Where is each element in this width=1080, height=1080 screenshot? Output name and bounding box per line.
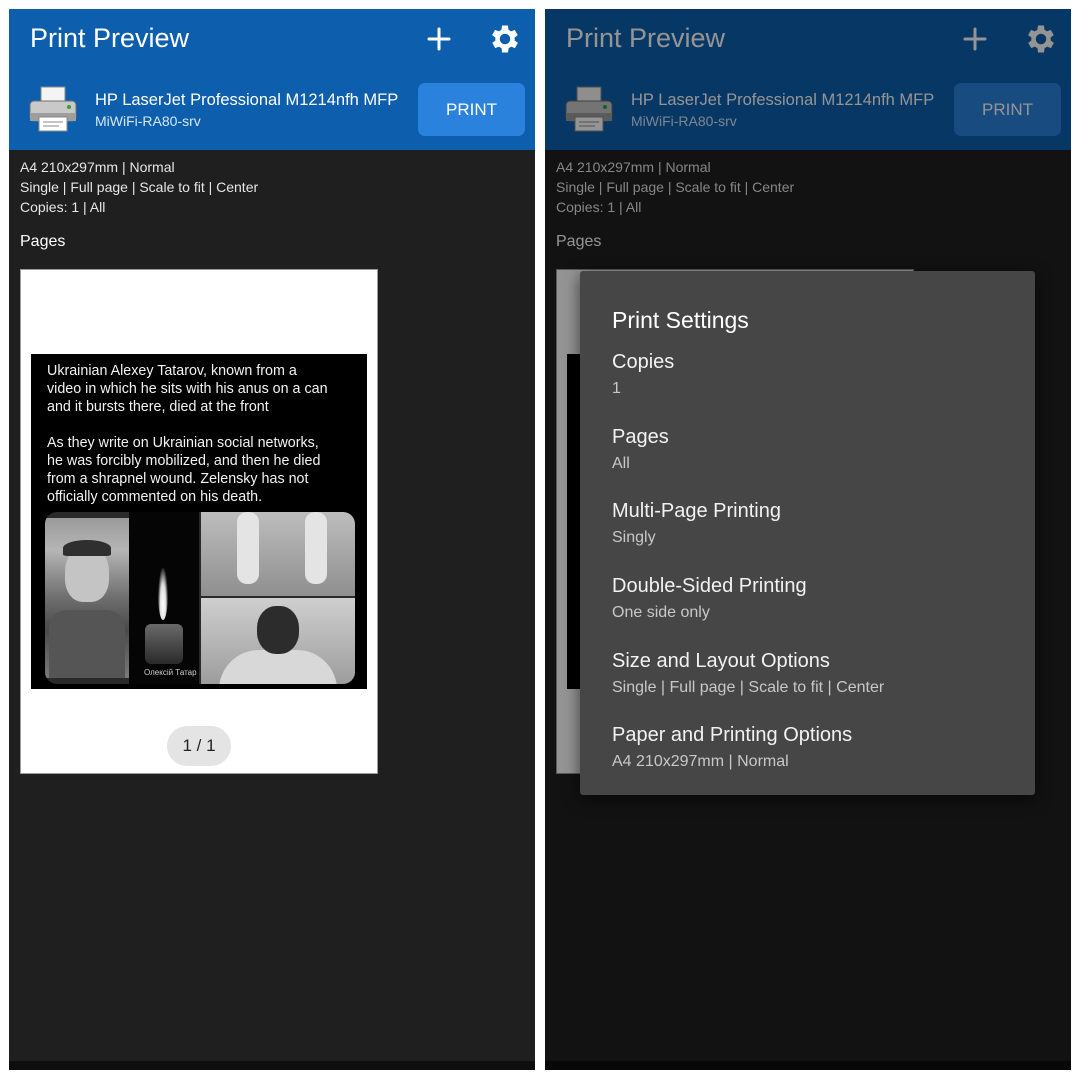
page-title: Print Preview [30,23,190,53]
post-text-line: As they write on Ukrainian social networks, [47,435,319,451]
candle-photo [129,512,199,684]
print-settings-dialog [580,271,1035,795]
photo-collage [45,512,355,684]
printer-name[interactable]: HP LaserJet Professional M1214nfh MFP [95,91,399,109]
page-counter: 1 / 1 [167,726,231,766]
printer-name[interactable]: HP LaserJet Professional M1214nfh MFP [631,91,935,109]
post-text-line: video in which he sits with his anus on a can [47,381,328,397]
photo-caption: Олексій Татар [144,668,197,677]
post-text-line: from a shrapnel wound. Zelensky has not [47,471,309,487]
post-text-line: he was forcibly mobilized, and then he died [47,453,321,469]
option-value: Single | Full page | Scale to fit | Center [612,679,885,696]
page-title: Print Preview [566,23,726,53]
option-label: Double-Sided Printing [612,575,807,597]
portrait-photo [45,518,129,678]
summary-paper: A4 210x297mm | Normal [20,159,175,175]
option-value: Singly [612,529,656,546]
plus-icon[interactable] [423,23,455,55]
navigation-bar [9,1061,535,1070]
post-text-line: officially commented on his death. [47,489,263,505]
print-settings-screen [545,9,1071,1070]
option-label: Pages [612,426,669,448]
summary-layout: Single | Full page | Scale to fit | Center [556,179,795,195]
post-text-line: and it bursts there, died at the front [47,399,269,415]
option-pages[interactable] [612,424,1012,475]
print-button[interactable]: PRINT [954,83,1061,136]
legs-photo [201,512,355,596]
option-label: Copies [612,351,675,373]
printer-icon [27,83,79,135]
option-value: A4 210x297mm | Normal [612,753,789,770]
summary-layout: Single | Full page | Scale to fit | Center [20,179,259,195]
printer-network: MiWiFi-RA80-srv [631,113,737,129]
option-label: Paper and Printing Options [612,724,853,746]
print-button[interactable]: PRINT [418,83,525,136]
gear-icon[interactable] [487,21,523,57]
post-text-line: Ukrainian Alexey Tatarov, known from a [47,363,297,379]
shirtless-photo [201,598,355,684]
pages-label: Pages [20,233,66,250]
page-preview[interactable] [20,269,378,774]
option-paper-and-printing[interactable] [612,722,1012,773]
option-double-sided-printing[interactable] [612,573,1012,624]
option-value: One side only [612,604,710,621]
print-preview-screen [9,9,535,1070]
summary-paper: A4 210x297mm | Normal [556,159,711,175]
app-bar [9,9,535,150]
option-multi-page-printing[interactable] [612,498,1012,549]
option-label: Multi-Page Printing [612,500,781,522]
option-value: 1 [612,380,621,397]
pages-label: Pages [556,233,602,250]
option-value: All [612,455,630,472]
option-label: Size and Layout Options [612,650,830,672]
option-size-and-layout[interactable] [612,648,1012,699]
printer-network: MiWiFi-RA80-srv [95,113,201,129]
option-copies[interactable] [612,349,1012,400]
summary-copies: Copies: 1 | All [20,199,106,215]
summary-copies: Copies: 1 | All [556,199,642,215]
dialog-title: Print Settings [612,307,749,333]
preview-image [31,354,367,689]
